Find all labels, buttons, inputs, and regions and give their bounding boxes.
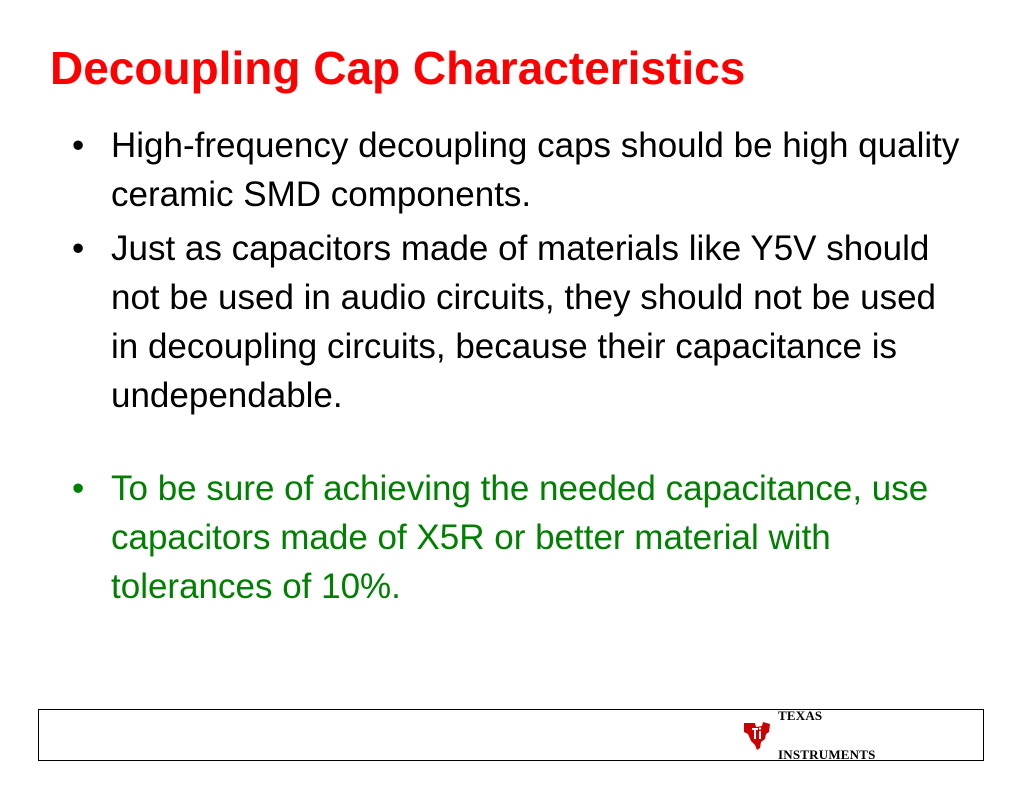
bullet-marker: • xyxy=(72,469,85,508)
bullet-text: To be sure of achieving the needed capacitance, use capacitors made of X5R or better material with tolerances of 10%. xyxy=(111,469,929,606)
bullet-marker: • xyxy=(72,126,85,165)
texas-instruments-logo xyxy=(742,708,876,762)
ti-state-logo-icon xyxy=(742,719,772,751)
bullet-marker: • xyxy=(72,229,85,268)
slide-title: Decoupling Cap Characteristics xyxy=(50,42,746,94)
bullet-text: High-frequency decoupling caps should be high quality ceramic SMD components. xyxy=(111,126,960,214)
bullet-item-y5v xyxy=(72,224,972,420)
logo-line-1: TEXAS xyxy=(778,708,823,723)
bullet-item-x5r xyxy=(72,464,972,611)
logo-line-2: INSTRUMENTS xyxy=(778,747,876,762)
bullet-list xyxy=(72,121,972,611)
bullet-item-ceramic-smd xyxy=(72,121,972,219)
bullet-text: Just as capacitors made of materials like Y5V should not be used in audio circuits, they should not be used in decoupling circuits, because their capacitance is undependable. xyxy=(111,229,936,415)
